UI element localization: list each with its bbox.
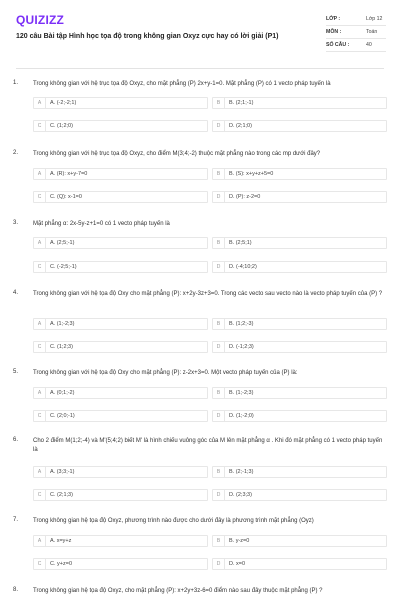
option-d[interactable] bbox=[212, 410, 387, 422]
option-letter: B bbox=[213, 388, 225, 398]
option-d[interactable] bbox=[212, 120, 387, 132]
option-c[interactable] bbox=[33, 558, 208, 570]
option-text: B. (1;2;-3) bbox=[229, 321, 254, 327]
option-letter: D bbox=[213, 262, 225, 272]
option-letter: B bbox=[213, 169, 225, 179]
option-letter: A bbox=[34, 536, 46, 546]
option-text: A. (0;1;-2) bbox=[50, 390, 75, 396]
option-d[interactable] bbox=[212, 261, 387, 273]
option-text: D. x=0 bbox=[229, 561, 246, 567]
option-text: D. (P): z-2=0 bbox=[229, 194, 261, 200]
option-b[interactable] bbox=[212, 97, 387, 109]
option-letter: B bbox=[213, 467, 225, 477]
option-a[interactable] bbox=[33, 535, 208, 547]
option-letter: C bbox=[34, 411, 46, 421]
option-a[interactable] bbox=[33, 387, 208, 399]
option-letter: C bbox=[34, 192, 46, 202]
question-text: Trong không gian với hệ trục tọa độ Oxyz, cho điểm M(3;4;-2) thuộc mặt phẳng nào trong các mp dưới đây? bbox=[33, 151, 321, 157]
option-b[interactable] bbox=[212, 535, 387, 547]
question-text: Trong không gian với hệ tọa độ Oxy cho mặt phẳng (P): z-2x+3=0. Một vecto pháp tuyến của (P) là: bbox=[33, 370, 298, 376]
option-d[interactable] bbox=[212, 341, 387, 353]
option-b[interactable] bbox=[212, 168, 387, 180]
meta-row-subject bbox=[326, 26, 386, 39]
option-text: C. y+z=0 bbox=[50, 561, 73, 567]
option-text: C. (Q): x-1=0 bbox=[50, 194, 82, 200]
meta-row-grade bbox=[326, 13, 386, 26]
meta-value-count: 40 bbox=[366, 42, 372, 48]
document-title: 120 câu Bài tập Hình học tọa độ trong không gian Oxyz cực hay có lời giải (P1) bbox=[16, 33, 279, 40]
option-letter: B bbox=[213, 319, 225, 329]
option-letter: D bbox=[213, 559, 225, 569]
option-text: B. (S): x+y+z+5=0 bbox=[229, 171, 274, 177]
option-text: B. (2;-1;3) bbox=[229, 469, 254, 475]
meta-value-subject: Toán bbox=[366, 29, 378, 35]
option-letter: B bbox=[213, 536, 225, 546]
option-a[interactable] bbox=[33, 97, 208, 109]
question-number: 2. bbox=[13, 150, 19, 156]
quizizz-logo: QUIZIZZ bbox=[16, 13, 65, 27]
question-text: Cho 2 điểm M(1;2;-4) và M'(5;4;2) biết M' là hình chiếu vuông góc của M lên mặt phẳng α . Khi đó mặt phẳng có 1 vecto pháp tuyến là bbox=[33, 438, 383, 453]
option-c[interactable] bbox=[33, 120, 208, 132]
option-text: D. (-1;2;3) bbox=[229, 344, 254, 350]
question-text: Mặt phẳng α: 2x-5y-z+1=0 có 1 vecto pháp tuyến là bbox=[33, 221, 170, 227]
option-letter: A bbox=[34, 319, 46, 329]
question-text: Trong không gian với hệ tọa độ Oxy cho mặt phẳng (P): x+2y-3z+3=0. Trong các vecto sau vecto nào là vecto pháp tuyến của (P) ? bbox=[33, 291, 383, 297]
option-text: D. (1;-2;0) bbox=[229, 413, 254, 419]
option-a[interactable] bbox=[33, 168, 208, 180]
option-text: C. (-2;5;-1) bbox=[50, 264, 77, 270]
option-text: A. (2;5;-1) bbox=[50, 240, 75, 246]
option-letter: D bbox=[213, 192, 225, 202]
option-b[interactable] bbox=[212, 466, 387, 478]
option-c[interactable] bbox=[33, 341, 208, 353]
option-letter: B bbox=[213, 98, 225, 108]
option-b[interactable] bbox=[212, 318, 387, 330]
option-c[interactable] bbox=[33, 489, 208, 501]
meta-label-grade: LỚP : bbox=[326, 16, 341, 22]
meta-value-grade: Lớp 12 bbox=[366, 16, 383, 22]
option-c[interactable] bbox=[33, 410, 208, 422]
option-letter: A bbox=[34, 467, 46, 477]
option-text: D. (2;3;3) bbox=[229, 492, 252, 498]
option-letter: D bbox=[213, 411, 225, 421]
question-number: 6. bbox=[13, 437, 19, 443]
question-number: 8. bbox=[13, 587, 19, 593]
option-c[interactable] bbox=[33, 261, 208, 273]
option-a[interactable] bbox=[33, 237, 208, 249]
header-divider bbox=[16, 68, 384, 69]
option-d[interactable] bbox=[212, 191, 387, 203]
option-a[interactable] bbox=[33, 466, 208, 478]
option-text: D. (-4;10;2) bbox=[229, 264, 257, 270]
question-text: Trong không gian hệ tọa độ Oxyz, phương trình nào được cho dưới đây là phương trình mặt phẳng (Oyz) bbox=[33, 518, 314, 524]
option-letter: C bbox=[34, 121, 46, 131]
option-c[interactable] bbox=[33, 191, 208, 203]
option-a[interactable] bbox=[33, 318, 208, 330]
option-text: A. x=y+z bbox=[50, 538, 72, 544]
option-text: B. (1;-2;3) bbox=[229, 390, 254, 396]
option-letter: C bbox=[34, 262, 46, 272]
meta-label-subject: MÔN : bbox=[326, 29, 342, 35]
option-text: D. (2;1;0) bbox=[229, 123, 252, 129]
worksheet-meta bbox=[326, 13, 386, 52]
option-letter: C bbox=[34, 559, 46, 569]
question-text: Trong không gian hệ tọa độ Oxyz, cho mặt phẳng (P): x+2y+3z-6=0 điểm nào sau đây thuộc mặt phẳng (P) ? bbox=[33, 588, 323, 594]
option-text: B. (2;5;1) bbox=[229, 240, 252, 246]
option-letter: D bbox=[213, 490, 225, 500]
option-letter: D bbox=[213, 121, 225, 131]
question-text: Trong không gian với hệ trục tọa độ Oxyz, cho mặt phẳng (P) 2x+y-1=0. Mặt phẳng (P) có 1 vecto pháp tuyến là bbox=[33, 81, 331, 87]
question-number: 3. bbox=[13, 220, 19, 226]
option-text: A. (3;3;-1) bbox=[50, 469, 75, 475]
option-d[interactable] bbox=[212, 558, 387, 570]
option-letter: D bbox=[213, 342, 225, 352]
worksheet-header bbox=[0, 0, 400, 62]
question-number: 1. bbox=[13, 80, 19, 86]
option-b[interactable] bbox=[212, 387, 387, 399]
option-text: C. (2;1;3) bbox=[50, 492, 73, 498]
option-d[interactable] bbox=[212, 489, 387, 501]
option-text: C. (2;0;-1) bbox=[50, 413, 75, 419]
question-number: 5. bbox=[13, 369, 19, 375]
option-letter: A bbox=[34, 169, 46, 179]
option-text: C. (1;2;3) bbox=[50, 344, 73, 350]
option-letter: A bbox=[34, 388, 46, 398]
meta-label-count: SỐ CÂU : bbox=[326, 42, 350, 48]
option-text: A. (-2;-2;1) bbox=[50, 100, 77, 106]
question-number: 4. bbox=[13, 290, 19, 296]
option-text: A. (1;-2;3) bbox=[50, 321, 75, 327]
option-letter: A bbox=[34, 98, 46, 108]
option-text: B. (2;1;-1) bbox=[229, 100, 254, 106]
question-number: 7. bbox=[13, 517, 19, 523]
option-letter: C bbox=[34, 342, 46, 352]
option-letter: C bbox=[34, 490, 46, 500]
option-letter: A bbox=[34, 238, 46, 248]
option-b[interactable] bbox=[212, 237, 387, 249]
option-text: B. y-z=0 bbox=[229, 538, 250, 544]
option-text: C. (1;2;0) bbox=[50, 123, 73, 129]
meta-row-count bbox=[326, 39, 386, 52]
option-letter: B bbox=[213, 238, 225, 248]
option-text: A. (R): x+y-7=0 bbox=[50, 171, 88, 177]
